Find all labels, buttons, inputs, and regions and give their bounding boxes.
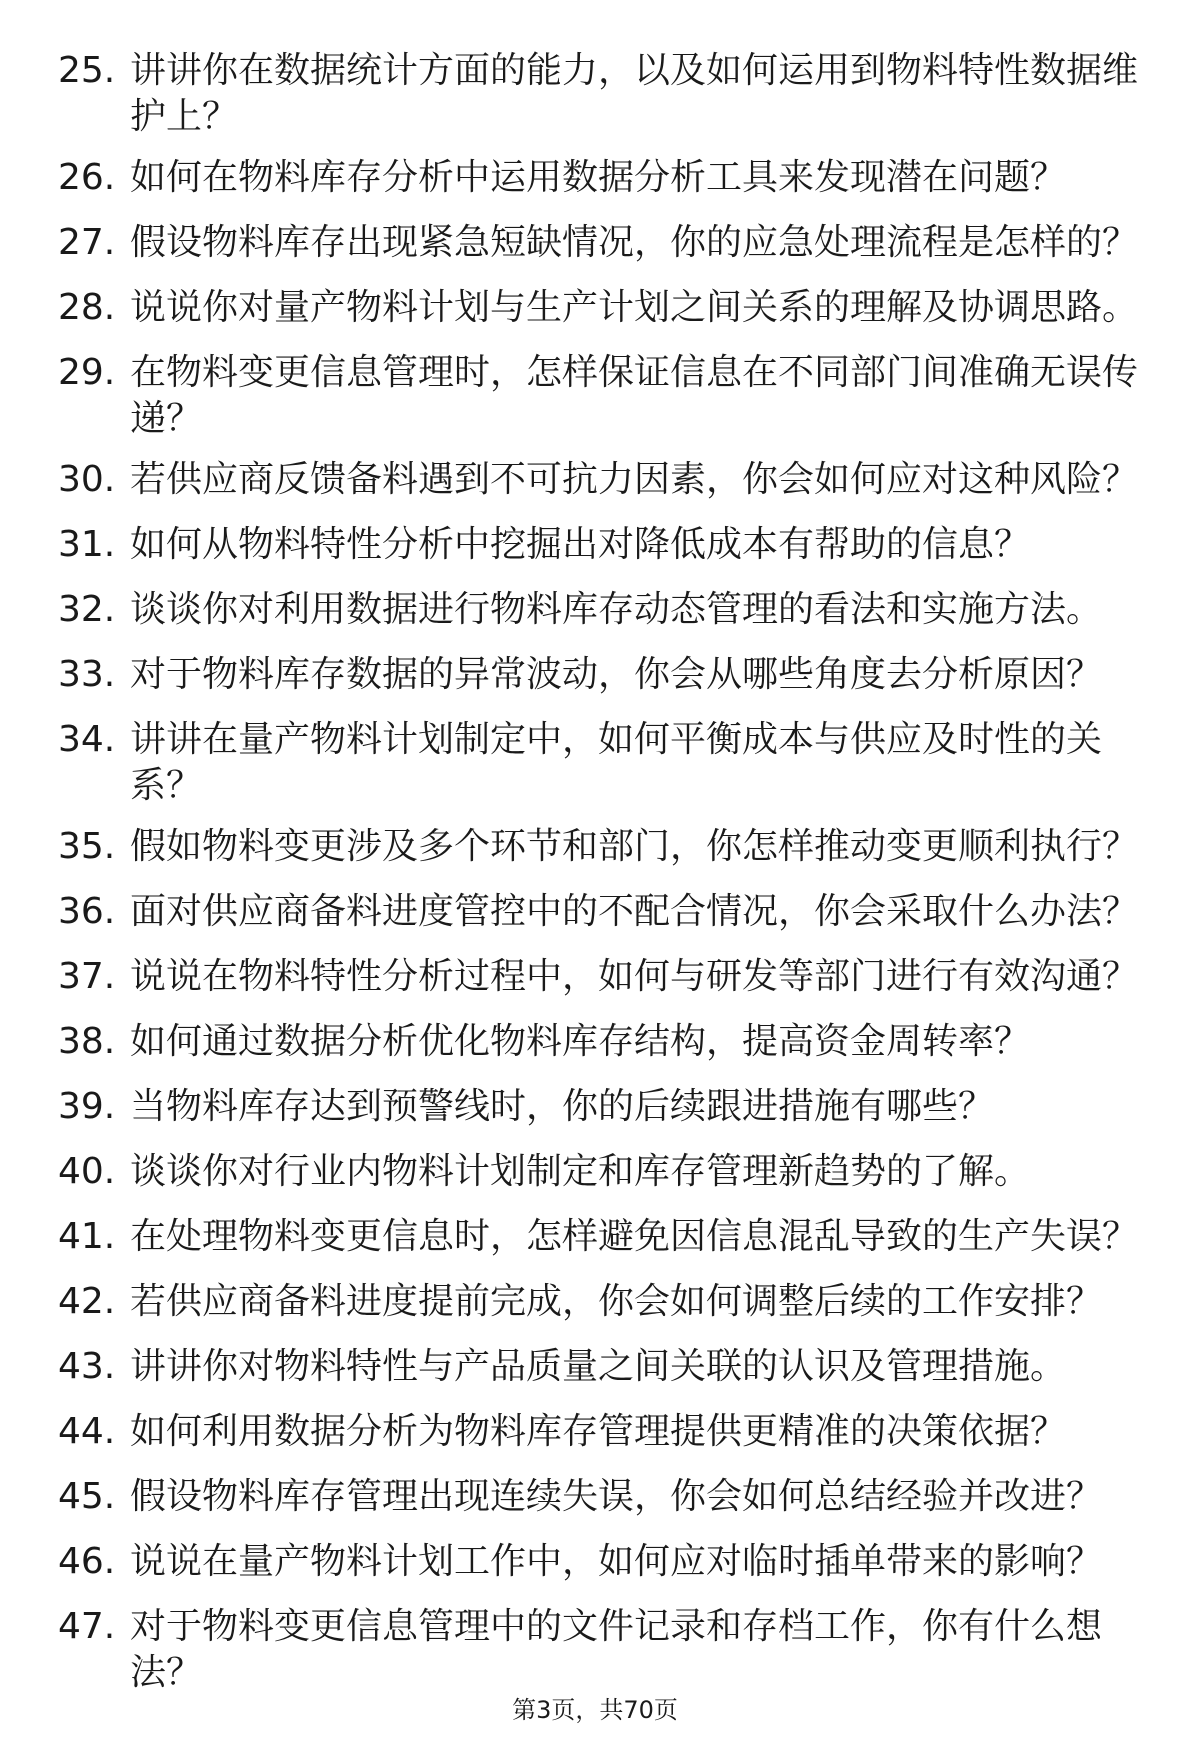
question-number: 44. [58, 1411, 116, 1452]
list-item [0, 717, 1190, 809]
question-number: 36. [58, 891, 116, 932]
question-number: 33. [58, 654, 116, 695]
question-number: 41. [58, 1216, 116, 1257]
question-text: 对于物料库存数据的异常波动，你会从哪些角度去分析原因？ [130, 654, 1103, 695]
question-text: 面对供应商备料进度管控中的不配合情况，你会采取什么办法？ [130, 891, 1139, 932]
list-item [0, 954, 1190, 1000]
question-number: 35. [58, 826, 116, 867]
question-text: 如何利用数据分析为物料库存管理提供更精准的决策依据？ [130, 1411, 1067, 1452]
list-item [0, 824, 1190, 870]
list-item [0, 48, 1190, 140]
question-number: 31. [58, 524, 116, 565]
list-item [0, 652, 1190, 698]
question-number: 39. [58, 1086, 116, 1127]
list-item [0, 1084, 1190, 1130]
list-item [0, 1149, 1190, 1195]
question-text: 说说在量产物料计划工作中，如何应对临时插单带来的影响？ [130, 1541, 1103, 1582]
list-item [0, 1539, 1190, 1585]
question-text: 讲讲在量产物料计划制定中，如何平衡成本与供应及时性的关系？ [130, 719, 1103, 806]
list-item [0, 285, 1190, 331]
question-text: 说说你对量产物料计划与生产计划之间关系的理解及协调思路。 [130, 287, 1139, 328]
question-number: 47. [58, 1606, 116, 1647]
question-number: 27. [58, 222, 116, 263]
list-item [0, 1279, 1190, 1325]
question-text: 在处理物料变更信息时，怎样避免因信息混乱导致的生产失误？ [130, 1216, 1139, 1257]
question-number: 32. [58, 589, 116, 630]
list-item [0, 220, 1190, 266]
question-text: 假设物料库存管理出现连续失误，你会如何总结经验并改进？ [130, 1476, 1103, 1517]
list-item [0, 889, 1190, 935]
list-item [0, 587, 1190, 633]
question-text: 如何通过数据分析优化物料库存结构，提高资金周转率？ [130, 1021, 1031, 1062]
list-item [0, 457, 1190, 503]
question-number: 30. [58, 459, 116, 500]
question-number: 34. [58, 719, 116, 760]
question-text: 说说在物料特性分析过程中，如何与研发等部门进行有效沟通？ [130, 956, 1139, 997]
question-number: 42. [58, 1281, 116, 1322]
question-number: 29. [58, 352, 116, 393]
list-item [0, 1344, 1190, 1390]
list-item [0, 350, 1190, 442]
page-number: 第3页，共70页 [512, 1696, 678, 1724]
question-text: 若供应商反馈备料遇到不可抗力因素，你会如何应对这种风险？ [130, 459, 1139, 500]
question-text: 在物料变更信息管理时，怎样保证信息在不同部门间准确无误传递？ [130, 352, 1139, 439]
question-text: 当物料库存达到预警线时，你的后续跟进措施有哪些？ [130, 1086, 995, 1127]
list-item [0, 155, 1190, 201]
question-text: 讲讲你在数据统计方面的能力，以及如何运用到物料特性数据维护上？ [130, 50, 1139, 137]
list-item [0, 1409, 1190, 1455]
question-list [0, 48, 1190, 1711]
question-number: 40. [58, 1151, 116, 1192]
question-text: 讲讲你对物料特性与产品质量之间关联的认识及管理措施。 [130, 1346, 1067, 1387]
list-item [0, 522, 1190, 568]
question-text: 对于物料变更信息管理中的文件记录和存档工作，你有什么想法？ [130, 1606, 1103, 1693]
question-text: 若供应商备料进度提前完成，你会如何调整后续的工作安排？ [130, 1281, 1103, 1322]
question-text: 谈谈你对行业内物料计划制定和库存管理新趋势的了解。 [130, 1151, 1031, 1192]
question-number: 45. [58, 1476, 116, 1517]
list-item [0, 1019, 1190, 1065]
question-number: 37. [58, 956, 116, 997]
question-number: 38. [58, 1021, 116, 1062]
question-text: 如何从物料特性分析中挖掘出对降低成本有帮助的信息？ [130, 524, 1031, 565]
question-number: 28. [58, 287, 116, 328]
question-number: 25. [58, 50, 116, 91]
question-number: 43. [58, 1346, 116, 1387]
list-item [0, 1214, 1190, 1260]
question-text: 假设物料库存出现紧急短缺情况，你的应急处理流程是怎样的？ [130, 222, 1139, 263]
list-item [0, 1604, 1190, 1696]
question-text: 假如物料变更涉及多个环节和部门，你怎样推动变更顺利执行？ [130, 826, 1139, 867]
question-text: 如何在物料库存分析中运用数据分析工具来发现潜在问题？ [130, 157, 1067, 198]
question-number: 46. [58, 1541, 116, 1582]
list-item [0, 1474, 1190, 1520]
question-text: 谈谈你对利用数据进行物料库存动态管理的看法和实施方法。 [130, 589, 1103, 630]
question-number: 26. [58, 157, 116, 198]
